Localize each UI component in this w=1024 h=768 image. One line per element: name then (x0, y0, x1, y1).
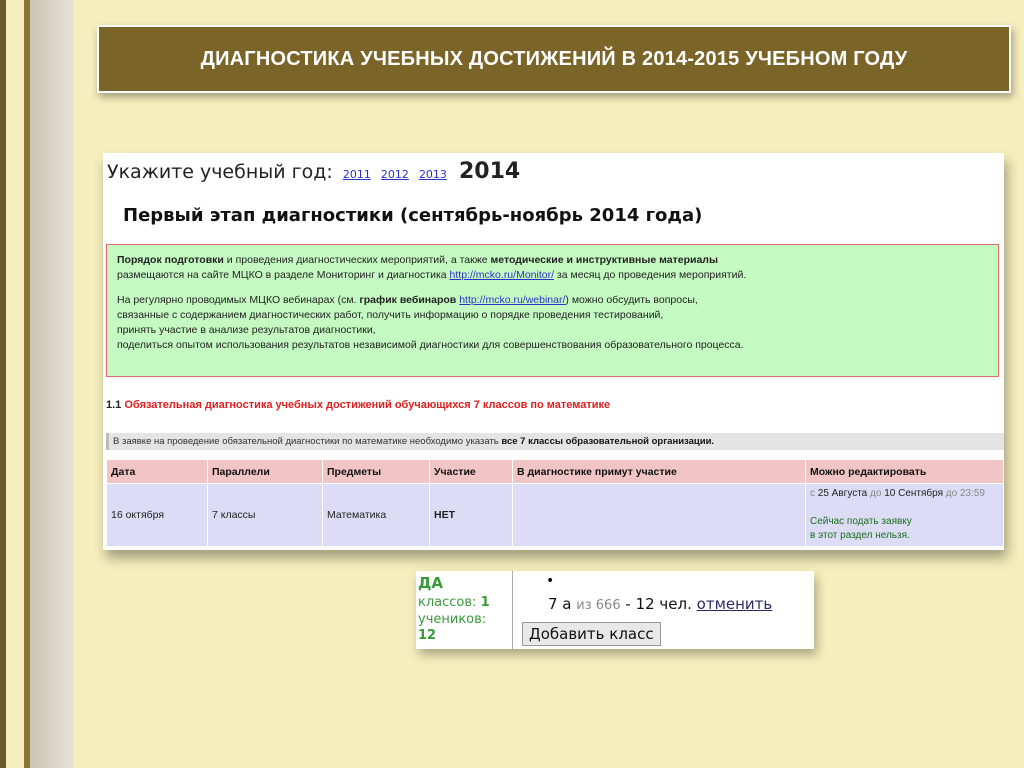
info-bold: график вебинаров (359, 294, 457, 306)
monitor-link[interactable]: http://mcko.ru/Monitor/ (449, 269, 554, 281)
cell-participants (513, 484, 806, 547)
info-text: и проведения диагностических мероприятий, а также (223, 254, 491, 266)
students-label: учеников: (418, 612, 487, 627)
slide-title: ДИАГНОСТИКА УЧЕБНЫХ ДОСТИЖЕНИЙ В 2014-2015 УЧЕБНОМ ГОДУ (200, 47, 908, 70)
year-link-2011[interactable]: 2011 (342, 168, 371, 181)
col-header-parallel: Параллели (208, 460, 323, 484)
info-text: связанные с содержанием диагностических работ, получить информацию о порядке проведения тестирований, (117, 309, 664, 321)
section-heading (106, 399, 610, 411)
cancel-link[interactable]: отменить (696, 595, 773, 613)
status-badge: ДА (418, 574, 443, 592)
note-row (106, 433, 1004, 450)
classes-count (418, 595, 490, 610)
table-row (107, 484, 1004, 547)
result-screenshot (416, 571, 814, 649)
year-label: Укажите учебный год: (107, 161, 333, 183)
cell-subject: Математика (323, 484, 430, 547)
current-year: 2014 (458, 159, 521, 184)
info-text: ) можно обсудить вопросы, (565, 294, 698, 306)
cell-participation: НЕТ (430, 484, 513, 547)
decor-bar (6, 0, 24, 768)
col-header-participation: Участие (430, 460, 513, 484)
info-paragraph-2 (117, 293, 988, 353)
classes-value: 1 (480, 595, 490, 610)
section-title: Обязательная диагностика учебных достижений обучающихся 7 классов по математике (124, 399, 611, 411)
col-header-date: Дата (107, 460, 208, 484)
students-value: 12 (418, 628, 437, 643)
year-link-2012[interactable]: 2012 (380, 168, 409, 181)
table-header-row (107, 460, 1004, 484)
info-text: размещаются на сайте МЦКО в разделе Мониторинг и диагностика (117, 269, 450, 281)
result-summary (416, 571, 513, 649)
edit-from-date: 25 Августа (817, 488, 868, 499)
note-text: В заявке на проведение обязательной диагностики по математике необходимо указать (113, 436, 502, 447)
edit-note: в этот раздел нельзя. (810, 530, 910, 541)
class-name: 7 а (548, 595, 572, 613)
info-paragraph-1 (117, 253, 988, 283)
year-selector (107, 159, 520, 184)
edit-to-date: 10 Сентября (884, 488, 943, 499)
cell-editable (806, 484, 1004, 547)
info-box (106, 244, 999, 377)
info-text: поделиться опытом использования результатов независимой диагностики для совершенствования образовательного процесса. (117, 339, 744, 351)
add-class-button[interactable]: Добавить класс (522, 622, 661, 646)
diagnostics-screenshot (103, 153, 1004, 550)
slide-title-box (97, 25, 1011, 93)
class-of-label: из 666 (576, 598, 621, 613)
info-text: принять участие в анализе результатов диагностики, (117, 324, 376, 336)
classes-label: классов: (418, 595, 477, 610)
col-header-participants: В диагностике примут участие (513, 460, 806, 484)
webinar-link[interactable]: http://mcko.ru/webinar/ (459, 294, 566, 306)
edit-prefix: до (945, 488, 958, 499)
edit-prefix: до (870, 488, 882, 499)
class-entry (548, 595, 772, 613)
edit-prefix: с (810, 488, 815, 499)
info-bold: Порядок подготовки (117, 254, 224, 266)
cell-parallel: 7 классы (208, 484, 323, 547)
edit-time: 23:59 (959, 488, 985, 499)
list-bullet: • (546, 573, 555, 589)
year-link-2013[interactable]: 2013 (418, 168, 447, 181)
edit-note: Сейчас подать заявку (810, 516, 912, 527)
info-text: за месяц до проведения мероприятий. (554, 269, 747, 281)
cell-date: 16 октября (107, 484, 208, 547)
stage-title: Первый этап диагностики (сентябрь-ноябрь 2014 года) (123, 205, 703, 226)
section-number: 1.1 (106, 399, 122, 411)
class-students: - 12 чел. (625, 595, 692, 613)
info-text: На регулярно проводимых МЦКО вебинарах (см. (117, 294, 360, 306)
diagnostics-table (106, 459, 1004, 547)
col-header-subject: Предметы (323, 460, 430, 484)
decor-bar (30, 0, 74, 768)
col-header-editable: Можно редактировать (806, 460, 1004, 484)
note-bold: все 7 классы образовательной организации. (501, 436, 715, 447)
info-bold: методические и инструктивные материалы (490, 254, 718, 266)
